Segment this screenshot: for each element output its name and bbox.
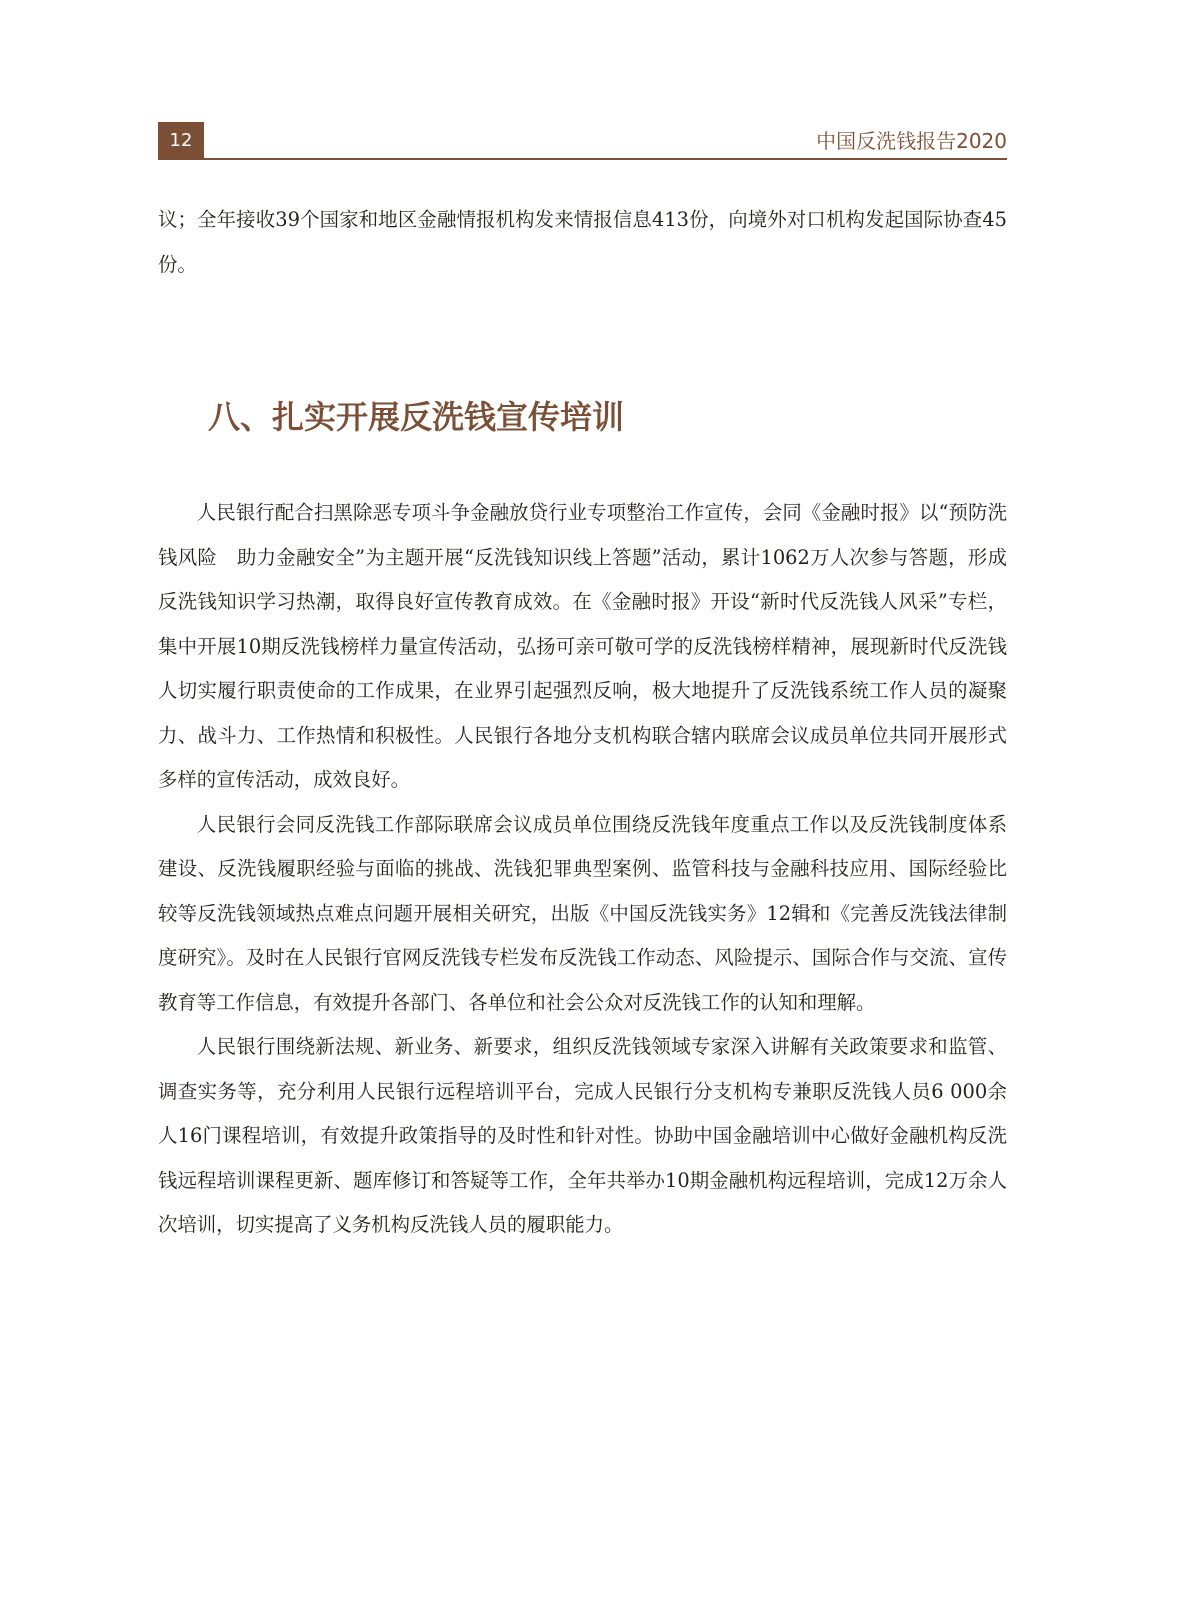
body-paragraph-1: 人民银行配合扫黑除恶专项斗争金融放贷行业专项整治工作宣传，会同《金融时报》以“预防洗钱风险 助力金融安全”为主题开展“反洗钱知识线上答题”活动，累计1062万人次参与答题，形成反洗钱知识学习热潮，取得良好宣传教育成效。在《金融时报》开设“新时代反洗钱人风采”专栏，集中开展10期反洗钱榜样力量宣传活动，弘扬可亲可敬可学的反洗钱榜样精神，展现新时代反洗钱人切实履行职责使命的工作成果，在业界引起强烈反响，极大地提升了反洗钱系统工作人员的凝聚力、战斗力、工作热情和积极性。人民银行各地分支机构联合辖内联席会议成员单位共同开展形式多样的宣传活动，成效良好。 [158, 501, 1007, 791]
page-body [158, 198, 1007, 1248]
report-title: 中国反洗钱报告2020 [816, 129, 1007, 153]
section-heading: 八、扎实开展反洗钱宣传培训 [208, 398, 625, 436]
body-paragraph-2: 人民银行会同反洗钱工作部际联席会议成员单位围绕反洗钱年度重点工作以及反洗钱制度体系建设、反洗钱履职经验与面临的挑战、洗钱犯罪典型案例、监管科技与金融科技应用、国际经验比较等反洗钱领域热点难点问题开展相关研究，出版《中国反洗钱实务》12辑和《完善反洗钱法律制度研究》。及时在人民银行官网反洗钱专栏发布反洗钱工作动态、风险提示、国际合作与交流、宣传教育等工作信息，有效提升各部门、各单位和社会公众对反洗钱工作的认知和理解。 [158, 812, 1007, 1014]
page-number: 12 [158, 122, 204, 160]
running-header [158, 122, 1007, 160]
body-paragraph-3: 人民银行围绕新法规、新业务、新要求，组织反洗钱领域专家深入讲解有关政策要求和监管、调查实务等，充分利用人民银行远程培训平台，完成人民银行分支机构专兼职反洗钱人员6 000余人16门课程培训，有效提升政策指导的及时性和针对性。协助中国金融培训中心做好金融机构反洗钱远程培训课程更新、题库修订和答疑等工作，全年共举办10期金融机构远程培训，完成12万余人次培训，切实提高了义务机构反洗钱人员的履职能力。 [158, 1035, 1007, 1236]
header-rule [204, 158, 1007, 160]
continued-paragraph: 议；全年接收39个国家和地区金融情报机构发来情报信息413份，向境外对口机构发起国际协查45份。 [158, 208, 1007, 276]
